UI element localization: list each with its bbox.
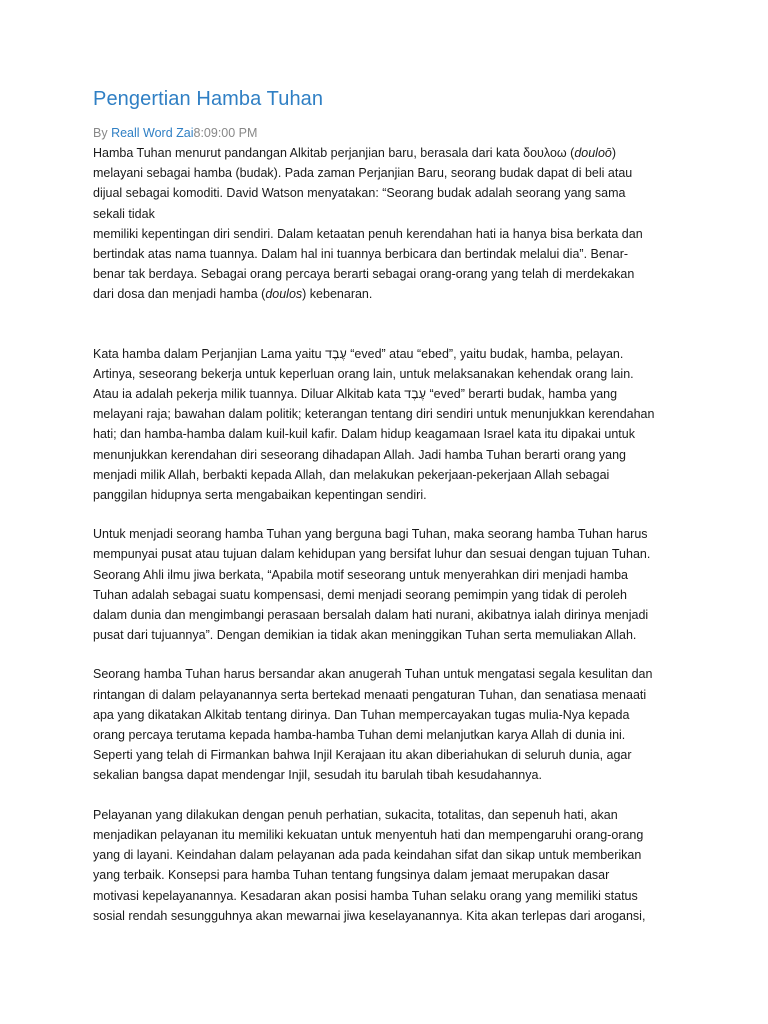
text-line: Atau ia adalah pekerja milik tuannya. Diluar Alkitab kata עֶבֶד “eved” berarti budak, hamba yang	[93, 387, 618, 402]
text-line: menjadikan pelayanan itu memiliki kekuatan untuk menyentuh hati dan mempengaruhi orang-orang	[93, 827, 644, 842]
text-line: benar tak berdaya. Sebagai orang percaya berarti sebagai orang-orang yang telah di merdekakan	[93, 267, 635, 282]
text-line: Artinya, seseorang bekerja untuk keperluan orang lain, untuk melaksanakan kehendak orang lain.	[93, 366, 634, 381]
article	[93, 86, 675, 926]
text-line: sosial rendah sesungguhnya akan mewarnai jiwa keselayanannya. Kita akan terlepas dari arogansi,	[93, 908, 646, 923]
author-link[interactable]: Reall Word Zai	[111, 126, 194, 140]
text-line: bertindak atas nama tuannya. Dalam hal ini tuannya berbicara dan bertindak melalui dia”. Benar-	[93, 247, 629, 262]
text-line: Seperti yang telah di Firmankan bahwa Injil Kerajaan itu akan diberiahukan di seluruh dunia, agar	[93, 748, 632, 763]
text-line: panggilan hidupnya serta mengabaikan kepentingan sendiri.	[93, 488, 427, 503]
text-line: Untuk menjadi seorang hamba Tuhan yang berguna bagi Tuhan, maka seorang hamba Tuhan harus	[93, 527, 648, 542]
text-line: sekali tidak	[93, 206, 155, 221]
text-line: memiliki kepentingan diri sendiri. Dalam ketaatan penuh kerendahan hati ia hanya bisa berkata dan	[93, 226, 643, 241]
text-line: Kata hamba dalam Perjanjian Lama yaitu עֶבֶד “eved” atau “ebed”, yaitu budak, hamba, pelayan.	[93, 346, 624, 361]
text-line: motivasi kepelayanannya. Kesadaran akan posisi hamba Tuhan selaku orang yang memiliki status	[93, 888, 638, 903]
byline-prefix: By	[93, 126, 112, 140]
text-line: dijual sebagai komoditi. David Watson menyatakan: “Seorang budak adalah seorang yang sama	[93, 186, 626, 201]
text-line: rintangan di dalam pelayanannya serta bertekad menaati pengaturan Tuhan, dan senatiasa menaati	[93, 687, 647, 702]
paragraph-2	[93, 344, 675, 506]
text-line: melayani sebagai hamba (budak). Pada zaman Perjanjian Baru, seorang budak dapat di beli atau	[93, 166, 633, 181]
text-line: Tuhan adalah sebagai suatu kompensasi, demi menjadi seorang pemimpin yang tidak di peroleh	[93, 587, 627, 602]
text-line: pusat dari tujuannya”. Dengan demikian ia tidak akan meninggikan Tuhan serta memuliakan Allah.	[93, 628, 637, 643]
text-line: menjadi milik Allah, berbakti kepada Allah, dan melakukan pekerjaan-pekerjaan Allah sebagai	[93, 467, 610, 482]
text-line: Hamba Tuhan menurut pandangan Alkitab perjanjian baru, berasala dari kata δουλοω (douloō)	[93, 146, 617, 160]
text-line: apa yang dikatakan Alkitab tentang dirinya. Dan Tuhan mempercayakan tugas mulia-Nya kepada	[93, 707, 630, 722]
page-title: Pengertian Hamba Tuhan	[93, 88, 324, 110]
text-line: yang terbaik. Konsepsi para hamba Tuhan tentang fungsinya dalam jemaat merupakan dasar	[93, 868, 610, 883]
text-line: orang percaya terutama kepada hamba-hamba Tuhan demi melanjutkan karya Allah di dunia ini.	[93, 728, 626, 743]
text-line: menunjukkan kerendahan diri seseorang dihadapan Allah. Jadi hamba Tuhan berarti orang yang	[93, 447, 627, 462]
paragraph-4	[93, 664, 675, 785]
paragraph-1	[93, 143, 675, 305]
post-time: 8:09:00 PM	[193, 126, 258, 140]
text-line: mempunyai pusat atau tujuan dalam kehidupan yang bersifat luhur dan sesuai dengan tujuan Tuhan.	[93, 547, 651, 562]
text-line: dalam dunia dan mengimbangi perasaan bersalah dalam hati nurani, akibatnya ialah dirinya menjadi	[93, 608, 649, 623]
text-line: dari dosa dan menjadi hamba (doulos) kebenaran.	[93, 287, 373, 302]
text-line: hati; dan hamba-hamba dalam kuil-kuil kafir. Dalam hidup keagamaan Israel kata itu dipakai untuk	[93, 427, 635, 442]
text-line: Pelayanan yang dilakukan dengan penuh perhatian, sukacita, totalitas, dan sepenuh hati, akan	[93, 807, 618, 822]
text-line: Seorang hamba Tuhan harus bersandar akan anugerah Tuhan untuk mengatasi segala kesulitan dan	[93, 667, 653, 682]
paragraph-5	[93, 805, 675, 926]
byline	[93, 123, 675, 143]
text-line: yang di layani. Keindahan dalam pelayanan ada pada keindahan sifat dan sikap untuk memberikan	[93, 848, 642, 863]
text-line: sekalian bangsa dapat mendengar Injil, sesudah itu barulah tibah kesudahannya.	[93, 768, 542, 783]
text-line: Seorang Ahli ilmu jiwa berkata, “Apabila motif seseorang untuk menyerahkan diri menjadi hamba	[93, 567, 629, 582]
paragraph-3	[93, 524, 675, 645]
text-line: melayani raja; bawahan dalam politik; keterangan tentang diri sendiri untuk menunjukkan kerendahan	[93, 407, 655, 422]
